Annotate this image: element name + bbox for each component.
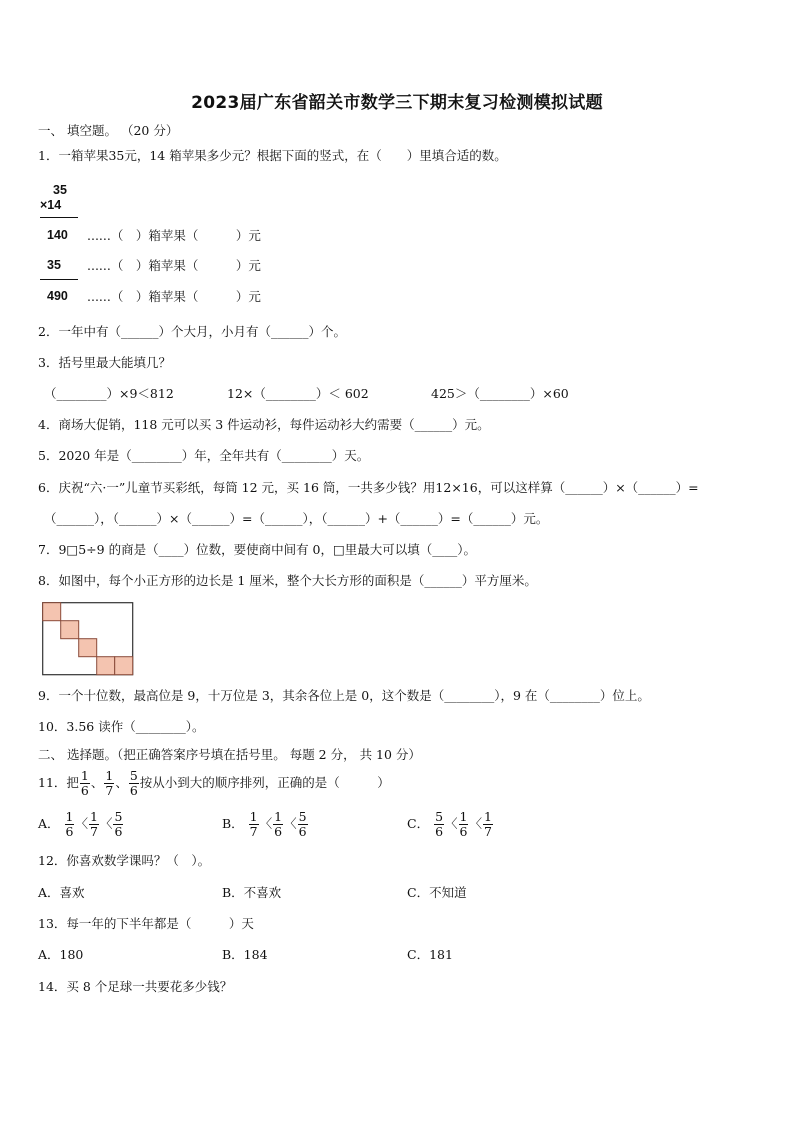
question-12-option-b: B．不喜欢 xyxy=(222,885,282,900)
vertical-partial-1: 140 xyxy=(47,228,68,242)
separator: 、 xyxy=(90,775,104,790)
denominator: 6 xyxy=(435,824,444,839)
fraction xyxy=(249,810,259,839)
question-11 xyxy=(38,765,390,801)
question-14: 14．买 8 个足球一共要花多少钱？ xyxy=(38,979,233,994)
numerator: 1 xyxy=(65,809,74,824)
question-10: 10．3.56 读作（________）。 xyxy=(38,719,205,734)
question-11-prefix: 11．把 xyxy=(38,775,79,790)
question-12-option-a: A．喜欢 xyxy=(38,885,85,900)
vertical-row-1-text: ......（ ）箱苹果（ ）元 xyxy=(87,228,261,243)
question-12: 12．你喜欢数学课吗？（ ）。 xyxy=(38,853,211,868)
denominator: 6 xyxy=(80,783,89,798)
numerator: 1 xyxy=(484,809,492,824)
fraction xyxy=(273,810,283,839)
separator: 、 xyxy=(115,775,128,790)
fraction xyxy=(459,810,469,839)
question-5: 5．2020 年是（________）年，全年共有（________）天。 xyxy=(38,448,370,463)
vertical-multiplier: ×14 xyxy=(40,198,62,212)
less-than-sign: 〈 xyxy=(99,816,113,831)
numerator: 1 xyxy=(274,809,283,824)
numerator: 5 xyxy=(129,768,138,783)
denominator: 6 xyxy=(65,824,74,839)
fraction xyxy=(89,810,99,839)
question-13-option-b: B．184 xyxy=(222,947,268,962)
denominator: 7 xyxy=(89,824,98,839)
question-11-suffix: 按从小到大的顺序排列，正确的是（ ） xyxy=(139,775,390,790)
fraction xyxy=(65,810,75,839)
numerator: 1 xyxy=(459,809,468,824)
fraction xyxy=(113,810,123,839)
question-13: 13．每一年的下半年都是（ ）天 xyxy=(38,916,254,931)
vertical-partial-2: 35 xyxy=(47,258,61,272)
question-6-line-2: （______），（______）×（______）=（______），（______）+（______）=（______）元。 xyxy=(44,511,549,526)
less-than-sign: 〈 xyxy=(75,816,88,831)
question-6-line-1: 6．庆祝“六·一”儿童节买彩纸，每筒 12 元，买 16 筒，一共多少钱？用12×16，可以这样算（______）×（______）= xyxy=(38,480,699,495)
less-than-sign: 〈 xyxy=(445,816,458,831)
fraction xyxy=(129,769,139,798)
section-2-heading: 二、 选择题。（把正确答案序号填在括号里。 每题 2 分， 共 10 分） xyxy=(38,747,421,762)
question-11-option-c xyxy=(407,806,494,842)
less-than-sign: 〈 xyxy=(284,816,297,831)
numerator: 1 xyxy=(89,809,98,824)
option-label: A． xyxy=(38,816,60,831)
vertical-divider-2 xyxy=(40,279,78,280)
question-1: 1．一箱苹果35元，14 箱苹果多少元？根据下面的竖式，在（ ）里填合适的数。 xyxy=(38,148,507,163)
question-9: 9．一个十位数，最高位是 9，十万位是 3，其余各位上是 0，这个数是（________），9 在（________）位上。 xyxy=(38,688,650,703)
page-title: 2023届广东省韶关市数学三下期末复习检测模拟试题 xyxy=(191,93,603,113)
numerator: 1 xyxy=(80,768,89,783)
small-square xyxy=(79,639,97,657)
question-12-option-c: C．不知道 xyxy=(407,885,467,900)
small-square xyxy=(61,621,79,639)
small-square xyxy=(97,657,115,675)
question-4: 4．商场大促销，118 元可以买 3 件运动衫，每件运动衫大约需要（______）元。 xyxy=(38,417,490,432)
fraction xyxy=(483,810,493,839)
vertical-row-3-text: ......（ ）箱苹果（ ）元 xyxy=(87,289,261,304)
question-13-option-c: C．181 xyxy=(407,947,453,962)
question-3-part-b: 12×（________）＜ 602 xyxy=(227,386,369,401)
option-label: C． xyxy=(407,816,430,831)
question-3-part-a: （________）×9＜812 xyxy=(44,386,174,401)
less-than-sign: 〈 xyxy=(469,816,482,831)
denominator: 7 xyxy=(249,824,258,839)
vertical-product: 490 xyxy=(47,289,68,303)
question-11-option-a xyxy=(38,806,124,842)
numerator: 5 xyxy=(435,809,444,824)
denominator: 6 xyxy=(298,824,307,839)
numerator: 1 xyxy=(249,809,258,824)
denominator: 6 xyxy=(129,783,138,798)
vertical-row-2-text: ......（ ）箱苹果（ ）元 xyxy=(87,258,261,273)
numerator: 5 xyxy=(114,809,123,824)
numerator: 1 xyxy=(105,768,114,783)
denominator: 7 xyxy=(105,783,114,798)
denominator: 6 xyxy=(459,824,468,839)
numerator: 5 xyxy=(298,809,307,824)
fraction xyxy=(104,769,114,798)
question-2: 2．一年中有（______）个大月，小月有（______）个。 xyxy=(38,324,346,339)
denominator: 6 xyxy=(274,824,283,839)
question-13-option-a: A．180 xyxy=(38,947,84,962)
small-square xyxy=(43,603,61,621)
fraction xyxy=(298,810,308,839)
section-1-heading: 一、 填空题。 （20 分） xyxy=(38,123,179,138)
fraction xyxy=(80,769,90,798)
question-3: 3．括号里最大能填几？ xyxy=(38,355,171,370)
denominator: 7 xyxy=(484,824,492,839)
question-11-option-b xyxy=(222,806,309,842)
vertical-multiplicand: 35 xyxy=(53,183,67,197)
question-8: 8．如图中，每个小正方形的边长是 1 厘米，整个大长方形的面积是（______）平方厘米。 xyxy=(38,573,537,588)
denominator: 6 xyxy=(114,824,123,839)
less-than-sign: 〈 xyxy=(259,816,273,831)
fraction xyxy=(434,810,444,839)
question-3-part-c: 425＞（________）×60 xyxy=(431,386,569,401)
small-square xyxy=(115,657,133,675)
vertical-divider-1 xyxy=(40,217,78,218)
grid-figure xyxy=(42,602,136,676)
question-7: 7．9□5÷9 的商是（____）位数，要使商中间有 0，□里最大可以填（____）。 xyxy=(38,542,477,557)
option-label: B． xyxy=(222,816,244,831)
